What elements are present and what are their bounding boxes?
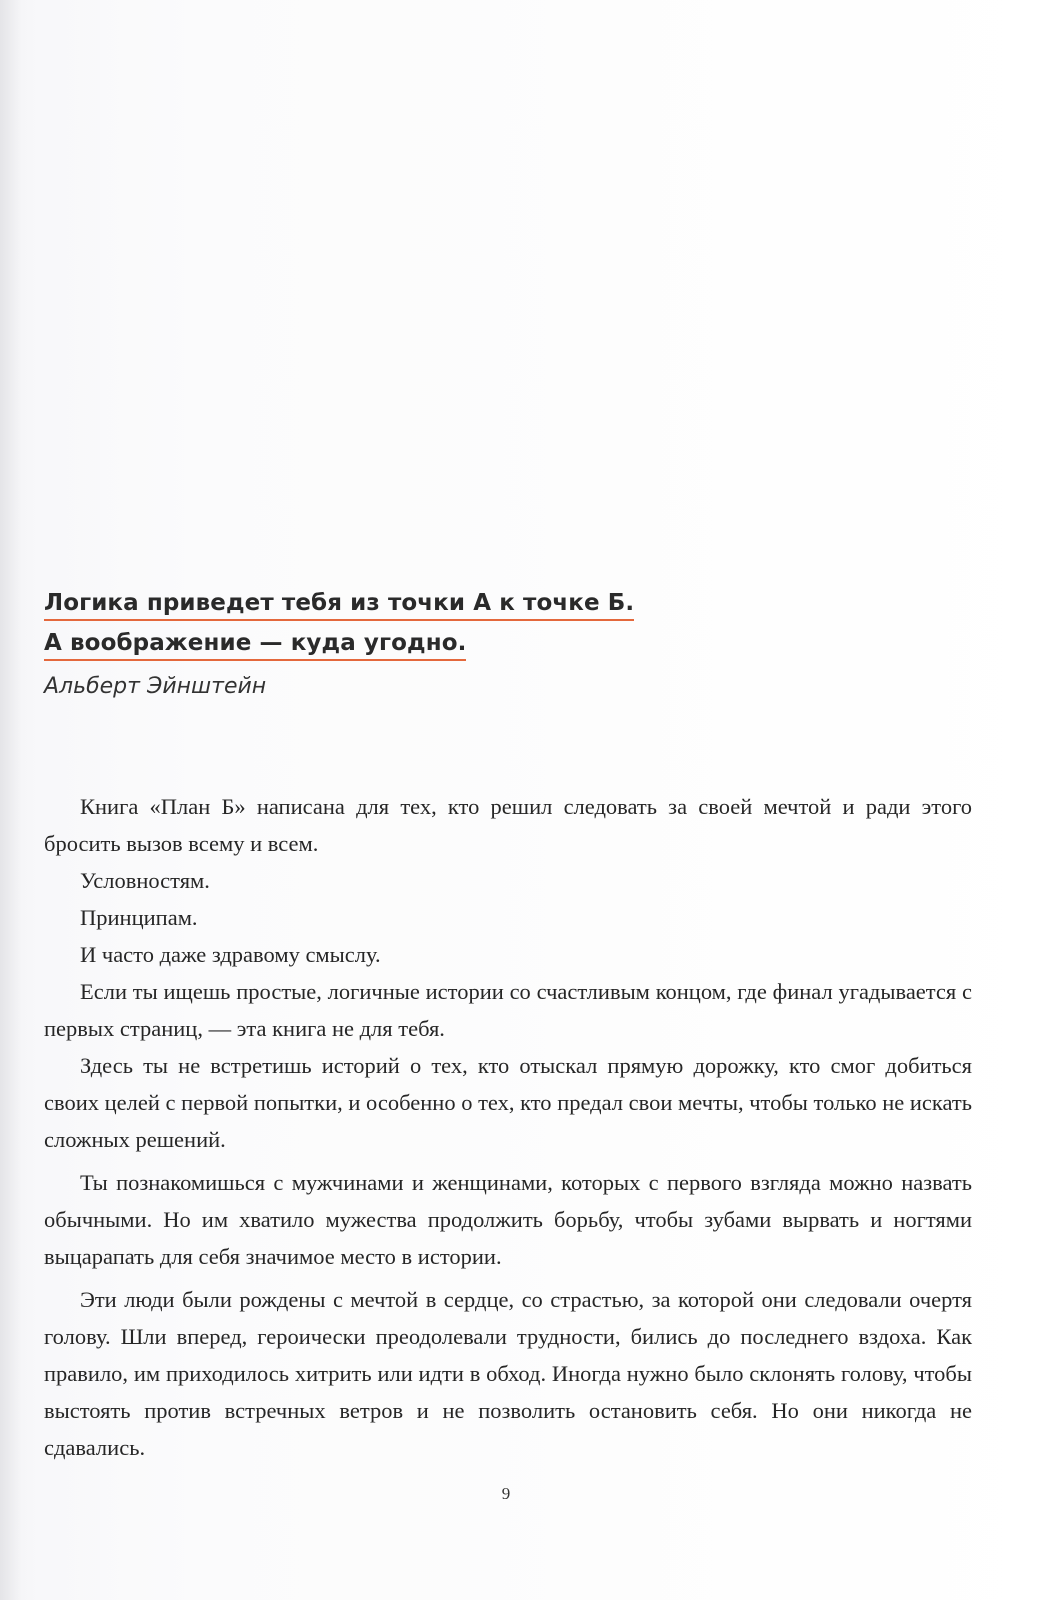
epigraph-line-2: А воображение — куда угодно. [44,628,466,661]
paragraph: Эти люди были рождены с мечтой в сердце, со страстью, за которой они следовали очертя голову. Шли вперед, героически преодолевали трудности, бились до последнего вздоха. Как правило, им приходилось хитрить или идти в обход. Иногда нужно было склонять голову, чтобы выстоять против встречных ветров и не позволить остановить себя. Но они никогда не сдавались. [44,1287,972,1460]
paragraph: Ты познакомишься с мужчинами и женщинами, которых с первого взгляда можно назвать обычными. Но им хватило мужества продолжить борьбу, чтобы зубами вырвать и ногтями выцарапать для себя значимое место в истории. [44,1170,972,1269]
paragraph: Условностям. [80,868,210,893]
spine-shadow [0,0,22,1600]
paragraph: Если ты ищешь простые, логичные истории со счастливым концом, где финал угадывается с первых страниц, — эта книга не для тебя. [44,979,972,1041]
paragraph: Книга «План Б» написана для тех, кто решил следовать за своей мечтой и ради этого бросить вызов всему и всем. [44,794,972,856]
body-text [44,788,972,1466]
epigraph-quote [44,588,1004,668]
page-number: 9 [501,1484,511,1503]
paragraph: Принципам. [80,905,198,930]
paragraph: И часто даже здравому смыслу. [80,942,381,967]
epigraph-line-1: Логика приведет тебя из точки А к точке Б. [44,588,634,621]
paragraph: Здесь ты не встретишь историй о тех, кто отыскал прямую дорожку, кто смог добиться своих целей с первой попытки, и особенно о тех, кто предал свои мечты, чтобы только не искать сложных решений. [44,1053,972,1152]
epigraph-author: Альберт Эйнштейн [44,674,267,699]
